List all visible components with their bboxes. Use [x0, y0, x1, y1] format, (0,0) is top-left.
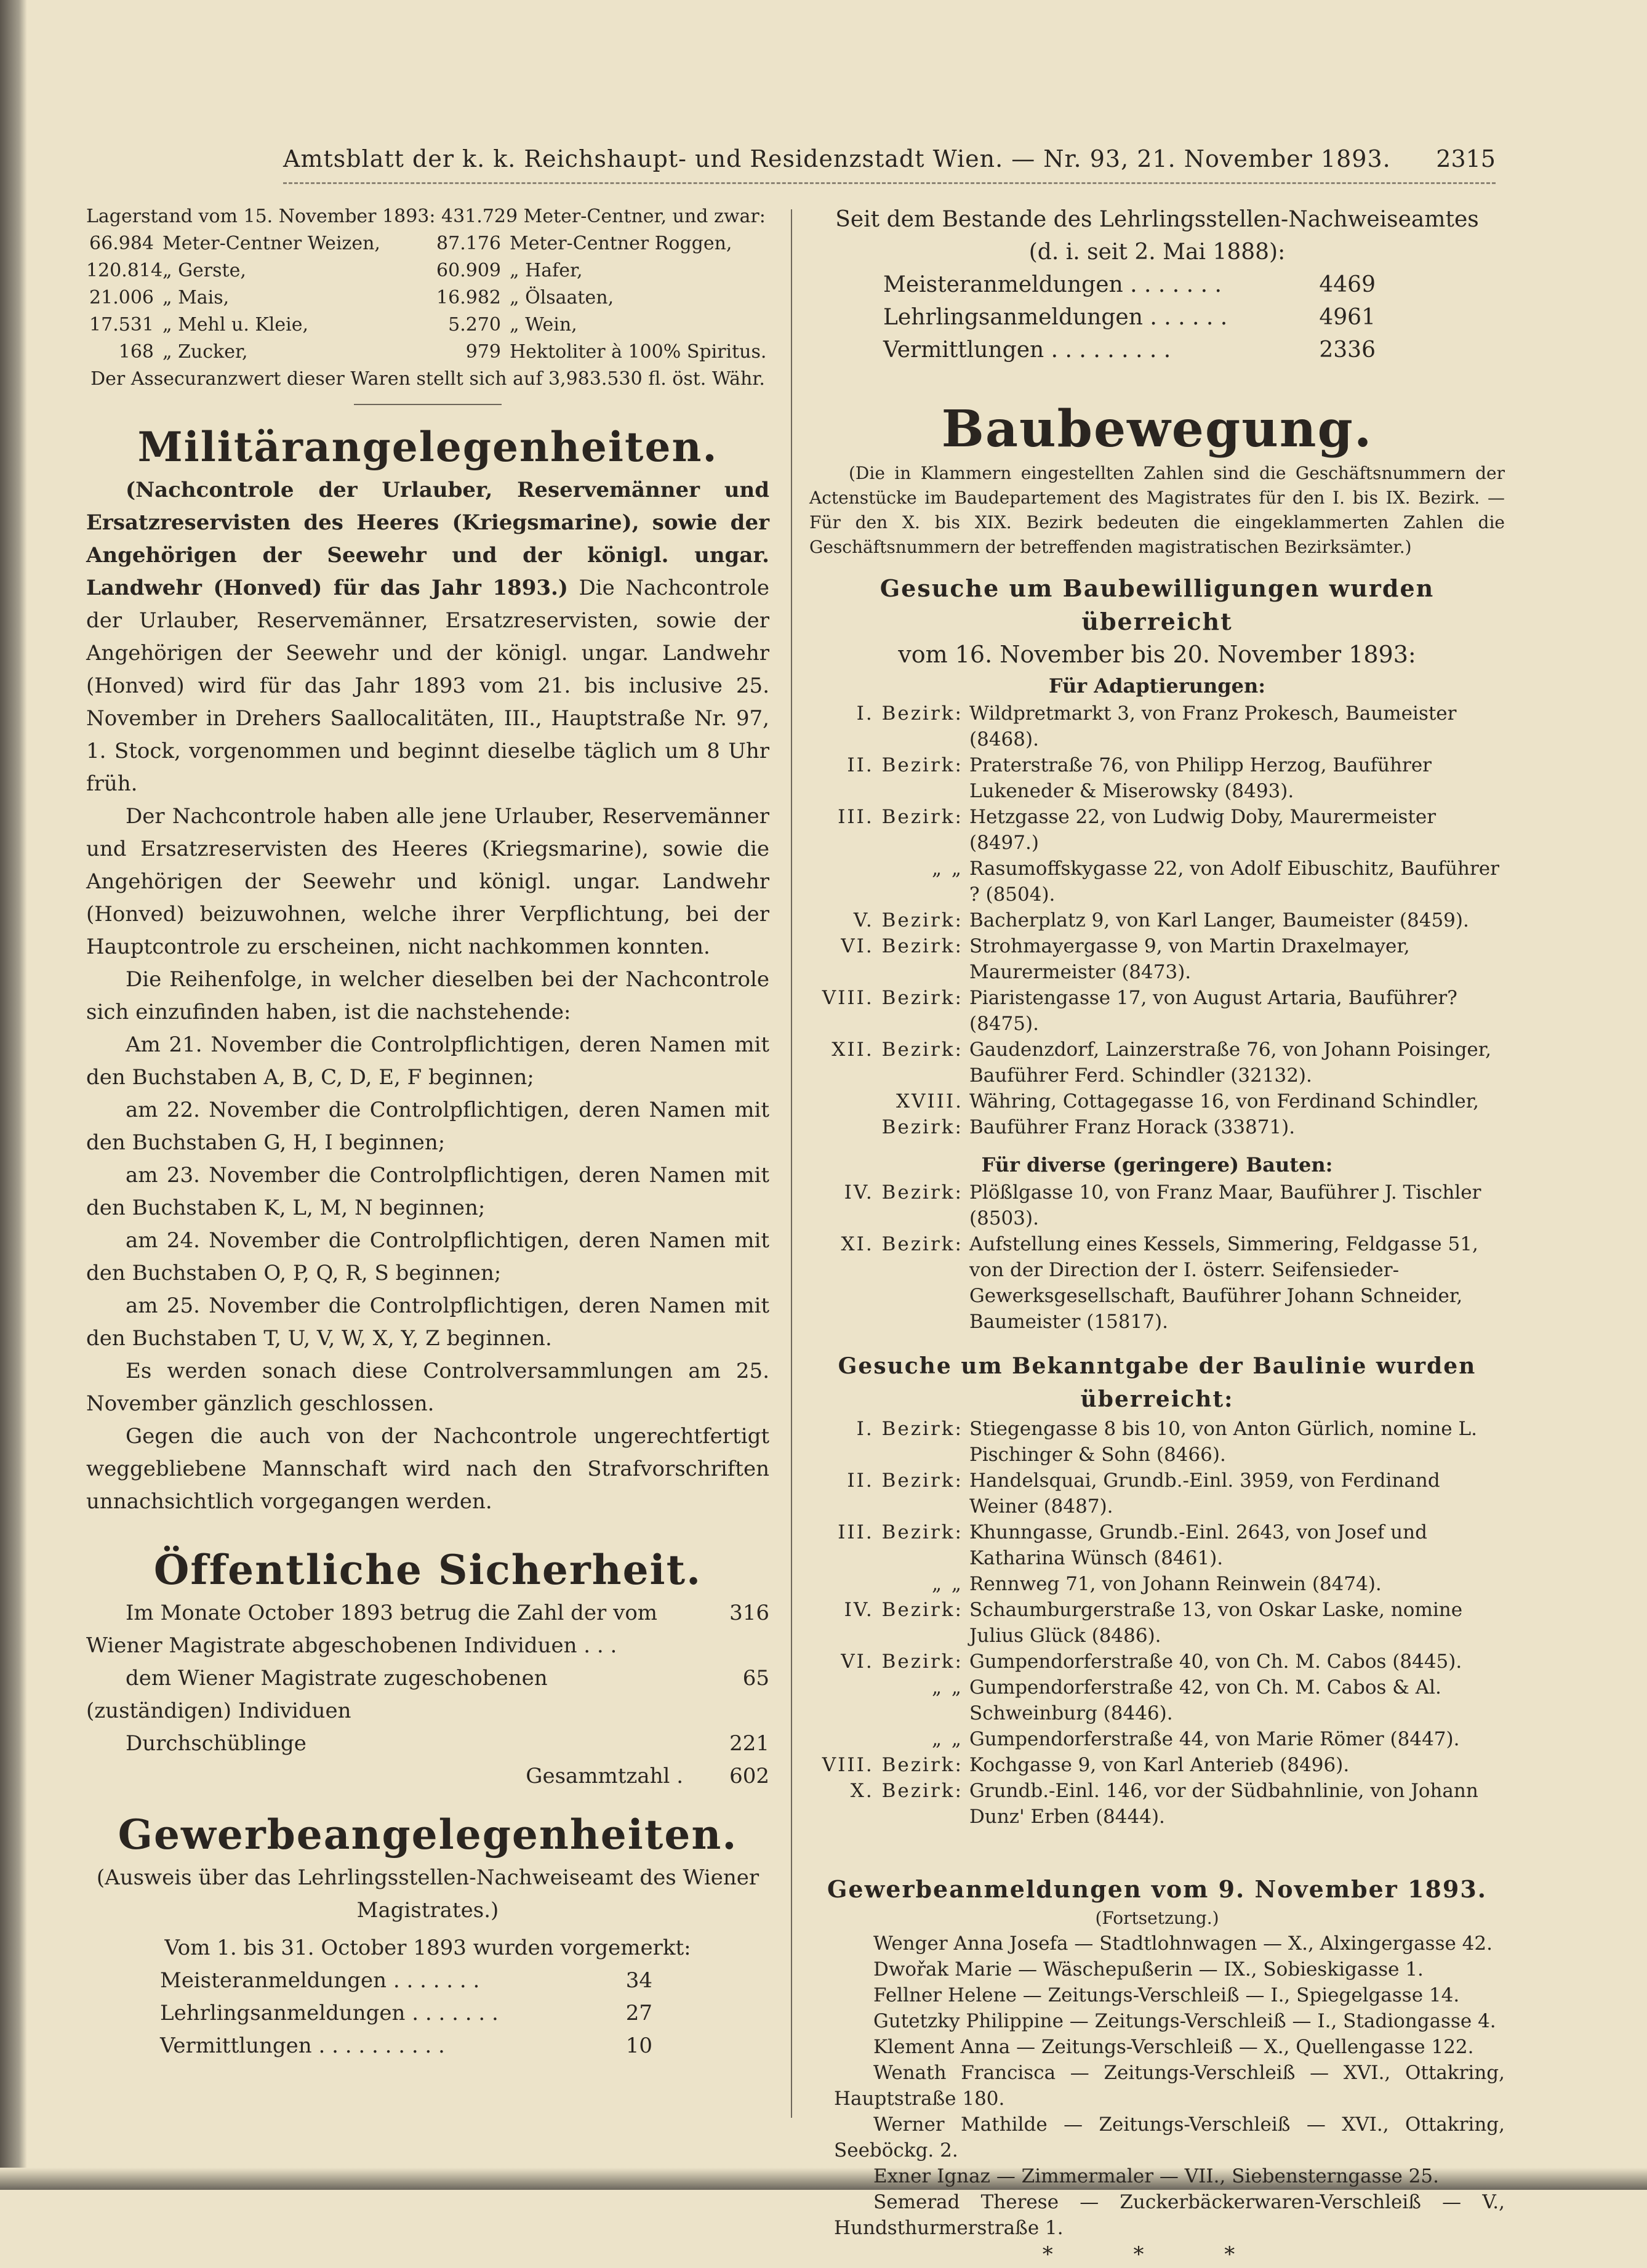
stock-row: 168 „ Zucker, 979 Hektoliter à 100% Spiritus.: [118, 341, 767, 363]
stock-row: 66.984 Meter-Centner Weizen, 87.176 Meter-Centner Roggen,: [89, 233, 732, 254]
militaer-day-3: am 23. November die Controlpflichtigen, deren Namen mit den Buchstaben K, L, M, N beginnen;: [86, 1163, 769, 1220]
list-item: XVIII. Bezirk: Währing, Cottagegasse 16, von Ferdinand Schindler, Bauführer Franz Horack (33871).: [881, 1090, 1479, 1138]
header-rule: [283, 182, 1496, 184]
gewerbe-count-row: Vermittlungen . . . . . . . . . . 10: [160, 2033, 652, 2058]
list-item: Wenath Francisca — Zeitungs-Verschleiß — XVI., Ottakring, Hauptstraße 180.: [834, 2062, 1505, 2110]
left-column: [86, 203, 769, 2062]
militaer-day-4: am 24. November die Controlpflichtigen, deren Namen mit den Buchstaben O, P, Q, R, S beginnen;: [86, 1228, 769, 1285]
scan-edge-left: [0, 0, 27, 2190]
list-item: „ „ Rennweg 71, von Johann Reinwein (8474).: [932, 1573, 1382, 1595]
stock-row: 120.814 „ Gerste, 60.909 „ Hafer,: [86, 260, 583, 281]
page-number: 2315: [1436, 145, 1496, 172]
list-item: VIII. Bezirk: Piaristengasse 17, von August Artaria, Bauführer? (8475).: [822, 987, 1457, 1035]
list-item: Fellner Helene — Zeitungs-Verschleiß — I., Spiegelgasse 14.: [873, 1984, 1460, 2006]
stock-row: 17.531 „ Mehl u. Kleie, 5.270 „ Wein,: [89, 314, 577, 336]
list-item: Klement Anna — Zeitungs-Verschleiß — X., Quellengasse 122.: [873, 2036, 1474, 2058]
list-item: VIII. Bezirk: Kochgasse 9, von Karl Anterieb (8496).: [822, 1754, 1350, 1776]
list-item: III. Bezirk: Khunngasse, Grundb.-Einl. 2643, von Josef und Katharina Wünsch (8461).: [838, 1521, 1427, 1569]
heading-gewerbe: Gewerbeangelegenheiten.: [118, 1811, 738, 1859]
gewerbeanm-list: [809, 1931, 1505, 2241]
list-item: I. Bezirk: Stiegengasse 8 bis 10, von Anton Gürlich, nomine L. Pischinger & Sohn (8466).: [856, 1418, 1477, 1466]
heading-baubewilligung: Gesuche um Baubewilligungen wurden überreicht: [880, 574, 1435, 635]
list-item: „ „ Gumpendorferstraße 44, von Marie Römer (8447).: [932, 1728, 1460, 1750]
list-item: V. Bezirk: Bacherplatz 9, von Karl Langer, Baumeister (8459).: [853, 909, 1469, 931]
list-item: „ „ Gumpendorferstraße 42, von Ch. M. Cabos & Al. Schweinburg (8446).: [932, 1676, 1441, 1724]
list-item: Exner Ignaz — Zimmermaler — VII., Siebensterngasse 25.: [873, 2165, 1439, 2187]
list-item: XI. Bezirk: Aufstellung eines Kessels, Simmering, Feldgasse 51, von der Direction der I. österr. Seifensieder-Gewerksgesellschaft, Bauführer Johann Schneider, Baumeister (15817).: [841, 1233, 1478, 1333]
heading-sicherheit: Öffentliche Sicherheit.: [153, 1546, 702, 1594]
heading-gewerbeanmeldungen: Gewerbeanmeldungen vom 9. November 1893.: [827, 1875, 1488, 1903]
sicherheit-row: dem Wiener Magistrate zugeschobenen (zuständigen) Individuen 65: [86, 1666, 769, 1723]
list-item: II. Bezirk: Handelsquai, Grundb.-Einl. 3959, von Ferdinand Weiner (8487).: [847, 1470, 1440, 1518]
sicherheit-row: Im Monate October 1893 betrug die Zahl der vom Wiener Magistrate abgeschobenen Individuen . . . 316: [86, 1601, 769, 1658]
list-item: II. Bezirk: Praterstraße 76, von Philipp Herzog, Bauführer Lukeneder & Miserowsky (8493).: [847, 754, 1432, 802]
section-end-stars: * * *: [1042, 2242, 1272, 2267]
list-item: IV. Bezirk: Schaumburgerstraße 13, von Oskar Laske, nomine Julius Glück (8486).: [844, 1599, 1463, 1647]
section-divider: [354, 404, 502, 405]
list-item: Wenger Anna Josefa — Stadtlohnwagen — X., Alxingergasse 42.: [873, 1932, 1493, 1955]
seit-count-row: Lehrlingsanmeldungen . . . . . . 4961: [883, 305, 1376, 330]
gewerbe-count-row: Lehrlingsanmeldungen . . . . . . . 27: [160, 2001, 652, 2025]
list-item: Werner Mathilde — Zeitungs-Verschleiß — XVI., Ottakring, Seeböckg. 2.: [834, 2113, 1505, 2161]
right-column: [809, 203, 1505, 2268]
diverse-list: [809, 1180, 1505, 1335]
seit-count-row: Vermittlungen . . . . . . . . . 2336: [883, 337, 1376, 363]
list-item: VI. Bezirk: Strohmayergasse 9, von Martin Draxelmayer, Maurermeister (8473).: [841, 935, 1410, 983]
gewerbe-period: Vom 1. bis 31. October 1893 wurden vorgemerkt:: [164, 1936, 691, 1960]
bau-period: vom 16. November bis 20. November 1893:: [898, 641, 1416, 668]
list-item: Dwořak Marie — Wäschepußerin — IX., Sobieskigasse 1.: [873, 1958, 1424, 1980]
gewerbeanm-sub: (Fortsetzung.): [1095, 1908, 1219, 1928]
seit-subhead: (d. i. seit 2. Mai 1888):: [1028, 239, 1286, 265]
seit-head: Seit dem Bestande des Lehrlingsstellen-Nachweiseamtes: [835, 207, 1479, 232]
sicherheit-total: Gesammtzahl . 602: [526, 1764, 769, 1788]
militaer-day-5: am 25. November die Controlpflichtigen, deren Namen mit den Buchstaben T, U, V, W, X, Y, Z beginnen.: [86, 1293, 769, 1351]
baulinie-list: [809, 1416, 1505, 1830]
list-item: Semerad Therese — Zuckerbäckerwaren-Verschleiß — V., Hundsthurmerstraße 1.: [834, 2191, 1505, 2239]
heading-adaptierungen: Für Adaptierungen:: [1048, 674, 1266, 698]
gewerbe-count-row: Meisteranmeldungen . . . . . . . 34: [160, 1968, 652, 1993]
column-rule: [791, 209, 792, 2118]
list-item: III. Bezirk: Hetzgasse 22, von Ludwig Doby, Maurermeister (8497.): [838, 806, 1437, 854]
militaer-body-4: Es werden sonach diese Controlversammlungen am 25. November gänzlich geschlossen.: [86, 1359, 769, 1416]
heading-baulinie: Gesuche um Bekanntgabe der Baulinie wurden überreicht:: [838, 1353, 1477, 1412]
stock-head: Lagerstand vom 15. November 1893: 431.729 Meter-Centner, und zwar:: [86, 206, 766, 227]
militaer-body-2: Der Nachcontrole haben alle jene Urlauber, Reservemänner und Ersatzreservisten des Heeres (Kriegsmarine), sowie die Angehörigen der Seewehr und königl. ungar. Landwehr (Honved) beizuwohnen, welche ihrer Verpflichtung, bei der Hauptcontrole zu erscheinen, nicht nachkommen konnten.: [86, 804, 769, 959]
gewerbe-sub: (Ausweis über das Lehrlingsstellen-Nachweiseamt des Wiener Magistrates.): [96, 1865, 759, 1923]
seit-count-row: Meisteranmeldungen . . . . . . . 4469: [883, 272, 1376, 297]
list-item: XII. Bezirk: Gaudenzdorf, Lainzerstraße 76, von Johann Poisinger, Bauführer Ferd. Schindler (32132).: [832, 1039, 1492, 1087]
list-item: IV. Bezirk: Plößlgasse 10, von Franz Maar, Bauführer J. Tischler (8503).: [844, 1181, 1481, 1229]
militaer-body-1: (Nachcontrole der Urlauber, Reservemänner und Ersatzreservisten des Heeres (Kriegsmarine), sowie der Angehörigen der Seewehr und der königl. ungar. Landwehr (Honved) für das Jahr 1893.) Die Nachcontrole der Urlauber, Reservemänner, Ersatzreservisten, sowie der Angehörigen der Seewehr und der königl. ungar. Landwehr (Honved) wird für das Jahr 1893 vom 21. bis inclusive 25. November in Drehers Saallocalitäten, III., Hauptstraße Nr. 97, 1. Stock, vorgenommen und beginnt dieselbe täglich um 8 Uhr früh.: [86, 478, 770, 796]
heading-bau: Baubewegung.: [941, 400, 1373, 459]
heading-diverse-bauten: Für diverse (geringere) Bauten:: [981, 1153, 1333, 1176]
adapt-list: [809, 701, 1505, 1140]
militaer-day-2: am 22. November die Controlpflichtigen, deren Namen mit den Buchstaben G, H, I beginnen;: [86, 1098, 769, 1155]
header-title: Amtsblatt der k. k. Reichshaupt- und Residenzstadt Wien. — Nr. 93, 21. November 1893.: [283, 145, 1391, 172]
sicherheit-row: Durchschüblinge 221: [126, 1731, 769, 1756]
heading-militaer: Militärangelegenheiten.: [137, 423, 718, 471]
list-item: I. Bezirk: Wildpretmarkt 3, von Franz Prokesch, Baumeister (8468).: [856, 702, 1457, 750]
militaer-body-3: Die Reihenfolge, in welcher dieselben bei der Nachcontrole sich einzufinden haben, ist die nachstehende:: [86, 967, 769, 1024]
bau-note: (Die in Klammern eingestellten Zahlen sind die Geschäftsnummern der Actenstücke im Baudepartement des Magistrates für den I. bis IX. Bezirk. — Für den X. bis XIX. Bezirk bedeuten die eingeklammerten Zahlen die Geschäftsnummern der betreffenden magistratischen Bezirksämter.): [809, 463, 1505, 557]
list-item: X. Bezirk: Grundb.-Einl. 146, vor der Südbahnlinie, von Johann Dunz' Erben (8444).: [850, 1780, 1478, 1828]
militaer-day-1: Am 21. November die Controlpflichtigen, deren Namen mit den Buchstaben A, B, C, D, E, F beginnen;: [86, 1032, 769, 1090]
stock-report: [86, 203, 769, 393]
militaer-body-5: Gegen die auch von der Nachcontrole ungerechtfertigt weggebliebene Mannschaft wird nach den Strafvorschriften unnachsichtlich vorgegangen werden.: [86, 1424, 769, 1514]
list-item: Gutetzky Philippine — Zeitungs-Verschleiß — I., Stadiongasse 4.: [873, 2010, 1496, 2032]
list-item: „ „ Rasumoffskygasse 22, von Adolf Eibuschitz, Bauführer ? (8504).: [932, 858, 1499, 906]
stock-foot: Der Assecuranzwert dieser Waren stellt sich auf 3,983.530 fl. öst. Währ.: [90, 368, 765, 390]
stock-row: 21.006 „ Mais, 16.982 „ Ölsaaten,: [89, 287, 614, 308]
list-item: VI. Bezirk: Gumpendorferstraße 40, von Ch. M. Cabos (8445).: [841, 1651, 1462, 1673]
page-header: [283, 145, 1496, 182]
